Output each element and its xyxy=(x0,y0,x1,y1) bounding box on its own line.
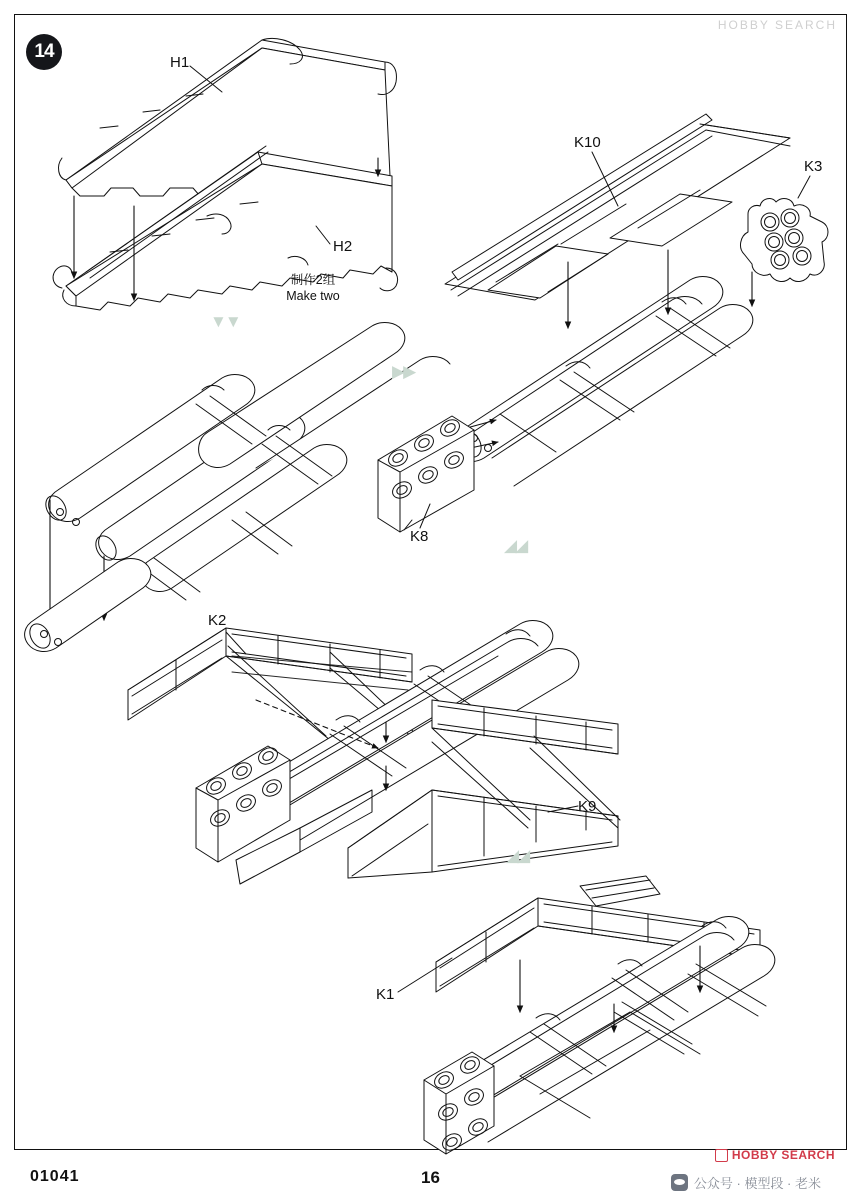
make-two-note-en: Make two xyxy=(286,289,340,303)
wechat-credit-text: 公众号 · 模型段 · 老米 xyxy=(693,1176,821,1191)
part-label-H2: H2 xyxy=(333,238,353,255)
watermark-text: HOBBY SEARCH xyxy=(717,18,837,32)
make-two-note-cn: 制作2组 xyxy=(290,273,336,287)
part-K10-frame xyxy=(445,114,790,300)
flow-arrow-2: ▶▶ xyxy=(392,362,415,381)
hobby-search-mark-icon xyxy=(715,1149,728,1162)
part-label-K3: K3 xyxy=(804,158,823,175)
hobby-search-logo xyxy=(715,1148,835,1162)
part-label-K10: K10 xyxy=(574,134,601,151)
page-number: 16 xyxy=(421,1168,440,1187)
subassembly-right-tube-bundle xyxy=(452,277,753,486)
flow-arrow-4: ◢◢ xyxy=(506,846,529,865)
flow-arrow-1: ▼▼ xyxy=(210,312,240,331)
step-number-badge: 14 xyxy=(26,34,62,70)
part-label-K8: K8 xyxy=(410,528,429,545)
part-label-K1: K1 xyxy=(376,986,395,1003)
flow-arrow-3: ◢◢ xyxy=(504,536,527,555)
subassembly-left-lower-tubes xyxy=(25,559,151,652)
part-label-K2: K2 xyxy=(208,612,227,629)
hobby-search-text: HOBBY SEARCH xyxy=(731,1148,835,1162)
part-K3-endplate xyxy=(741,199,828,282)
kit-number: 01041 xyxy=(30,1168,80,1185)
part-label-H1: H1 xyxy=(170,54,190,71)
wechat-icon xyxy=(671,1174,688,1191)
wechat-credit xyxy=(671,1173,821,1192)
part-label-K9: K9 xyxy=(578,798,597,815)
